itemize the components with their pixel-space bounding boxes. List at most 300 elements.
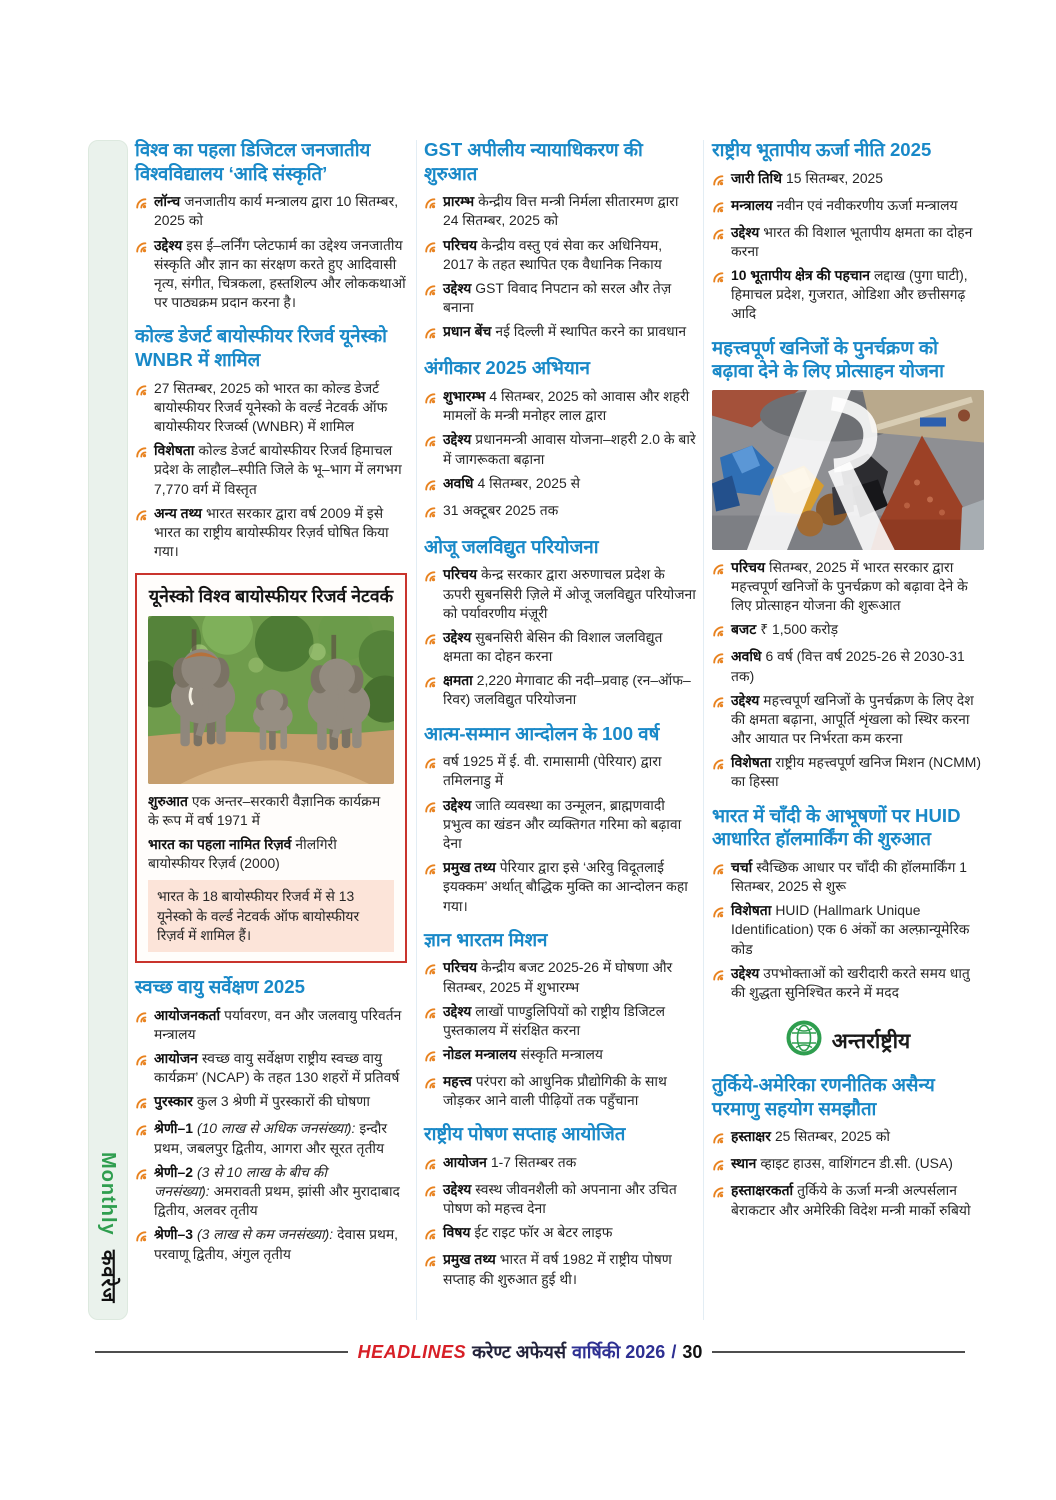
footer-brand: HEADLINES [357, 1342, 467, 1362]
bullet-item [135, 236, 407, 313]
rss-icon [712, 968, 724, 1002]
bullet-label: लॉन्च [154, 193, 181, 210]
section-heading: कोल्ड डेजर्ट बायोस्फीयर रिजर्व यूनेस्को WNBR में शामिल [135, 325, 387, 370]
rss-icon [712, 227, 724, 261]
bullet-paragraph [731, 196, 958, 218]
bullet-paragraph [443, 565, 696, 623]
bullet-label: 10 भूतापीय क्षेत्र की पहचान [731, 266, 870, 283]
bullet-list [424, 387, 696, 523]
bullet-text: स्वैच्छिक आधार पर चाँदी की हॉलमार्किंग 1 सितम्बर, 2025 से शुरू [731, 858, 968, 895]
rss-icon [424, 862, 436, 916]
bullet-item [424, 279, 696, 317]
bullet-item [135, 192, 407, 230]
bullet-label: स्थान [731, 1155, 757, 1172]
bullet-paragraph [731, 964, 984, 1002]
bullet-text: भारत सरकार द्वारा वर्ष 2009 में इसे भारत का राष्ट्रीय बायोस्फीयर रिज़र्व घोषित किया गया। [154, 504, 389, 560]
bullet-paragraph [443, 1153, 576, 1175]
bullet-label: चर्चा [731, 858, 753, 875]
bullet-item [424, 628, 696, 666]
rss-icon [424, 800, 436, 854]
rss-icon [424, 283, 436, 317]
rss-icon [424, 1254, 436, 1288]
bullet-label: जारी तिथि [731, 169, 783, 186]
rss-icon [424, 569, 436, 623]
bullet-text: राष्ट्रीय महत्त्वपूर्ण खनिज मिशन (NCMM) का हिस्सा [731, 754, 981, 790]
section-heading: स्वच्छ वायु सर्वेक्षण 2025 [135, 976, 305, 998]
bullet-label: उद्देश्य [443, 628, 472, 645]
section-heading: GST अपीलीय न्यायाधिकरण की शुरुआत [424, 139, 643, 184]
rss-icon [424, 1184, 436, 1218]
bullet-paragraph [154, 1006, 407, 1044]
bullet-paragraph [443, 752, 696, 790]
rss-icon [424, 675, 436, 709]
bullet-label: मन्त्रालय [731, 196, 773, 213]
bullet-label: श्रेणी–2 [154, 1163, 193, 1180]
bullet-text: GST विवाद निपटान को सरल और तेज़ बनाना [443, 279, 672, 316]
bullet-text: सुबनसिरी बेसिन की विशाल जलविद्युत क्षमता का दोहन करना [443, 628, 663, 665]
bullet-item [712, 1181, 984, 1219]
bullet-text: नई दिल्ली में स्थापित करने का प्रावधान [495, 323, 687, 340]
bullet-paragraph [443, 1223, 612, 1245]
column-middle [424, 138, 696, 1299]
bullet-paragraph [731, 647, 984, 685]
bullet-paragraph [443, 1045, 603, 1067]
section-heading: राष्ट्रीय पोषण सप्ताह आयोजित [424, 1123, 626, 1145]
bullet-list [712, 558, 984, 792]
bullet-item [712, 901, 984, 959]
info-box-bullet-list [148, 792, 394, 874]
bullet-paragraph [154, 1049, 407, 1087]
note-highlight: भारत के 18 बायोस्फीयर रिजर्व में से 13 यूनेस्को के वर्ल्ड नेटवर्क ऑफ बायोस्फीयर रिज़र्व में शामिल हैं। [148, 880, 394, 952]
info-box-title: यूनेस्को विश्व बायोस्फीयर रिजर्व नेटवर्क [148, 586, 394, 607]
bullet-paragraph [154, 236, 407, 313]
bullet-label: अन्य तथ्य [154, 504, 202, 521]
bullet-list [135, 1006, 407, 1264]
bullet-paragraph [148, 835, 394, 873]
bullet-item [712, 223, 984, 261]
bullet-item [712, 196, 984, 218]
section-heading: महत्त्वपूर्ण खनिजों के पुनर्चक्रण को बढ़ावा देने के लिए प्रोत्साहन योजना [712, 336, 944, 382]
bullet-text: 6 वर्ष (वित्त वर्ष 2025-26 से 2030-31 तक) [731, 648, 965, 684]
bullet-label: विशेषता [731, 754, 772, 771]
bullet-label: प्रमुख तथ्य [443, 859, 496, 876]
column-separator [416, 140, 417, 1320]
bullet-item [135, 1163, 407, 1221]
section [424, 928, 696, 1111]
footer-text [358, 1340, 703, 1364]
bullet-item [712, 1154, 984, 1176]
bullet-item [712, 558, 984, 616]
section [712, 1073, 984, 1220]
bullet-paragraph [148, 792, 394, 830]
bullet-paragraph [443, 387, 696, 425]
bullet-text: स्वच्छ वायु सर्वेक्षण राष्ट्रीय स्वच्छ वायु कार्यक्रम’ (NCAP) के तहत 130 शहरों में प्रतिवर्ष [154, 1050, 400, 1086]
bullet-paragraph [731, 691, 984, 749]
bullet-qualifier: (3 से 10 लाख के बीच की जनसंख्या): [154, 1163, 327, 1199]
bullet-paragraph [731, 169, 883, 191]
bullet-text: केन्द्र सरकार द्वारा अरुणाचल प्रदेश के ऊपरी सुबनसिरी ज़िले में ओजू जलविद्युत परियोजना को पर्यावरणीय मंज़ूरी [443, 566, 696, 621]
rss-icon [424, 1076, 436, 1110]
bullet-item [135, 441, 407, 499]
bullet-list [135, 379, 407, 562]
bullet-text: 31 अक्टूबर 2025 तक [443, 501, 559, 518]
bullet-text: देवास प्रथम, परवाणू द्वितीय, अंगुल तृतीय [154, 1226, 399, 1262]
bullet-item [424, 565, 696, 623]
bullet-label: हस्ताक्षरकर्ता [731, 1182, 794, 1199]
bullet-label: आयोजन [443, 1154, 487, 1171]
rss-icon [712, 200, 724, 218]
rss-icon [135, 1053, 147, 1087]
bullet-label: उद्देश्य [731, 964, 760, 981]
rss-icon [424, 326, 436, 344]
bullet-label: श्रेणी–1 [154, 1120, 193, 1137]
bullet-label: अवधि [443, 474, 474, 491]
column-left [135, 138, 407, 1274]
section-heading: भारत में चाँदी के आभूषणों पर HUID आधारित हॉलमार्किंग की शुरुआत [712, 804, 961, 850]
section-heading: ज्ञान भारतम मिशन [424, 928, 548, 950]
rss-icon [712, 757, 724, 791]
bullet-paragraph [443, 628, 696, 666]
bullet-text: उपभोक्ताओं को खरीदारी करते समय धातु की शुद्धता सुनिश्चित करने में मदद [731, 964, 970, 1000]
sidebar-coverage-label: कवरेज [97, 1249, 119, 1303]
bullet-item [424, 1180, 696, 1218]
rss-icon [712, 1185, 724, 1219]
bullet-item [135, 379, 407, 437]
bullet-item [712, 691, 984, 749]
bullet-item [424, 501, 696, 523]
bullet-paragraph [154, 1163, 407, 1221]
bullet-paragraph [443, 1180, 696, 1218]
bullet-label: विशेषता [154, 442, 195, 459]
rss-icon [135, 240, 147, 313]
bullet-label: पुरस्कार [154, 1093, 193, 1110]
bullet-item [135, 1006, 407, 1044]
bullet-paragraph [443, 501, 558, 523]
bullet-label: उद्देश्य [443, 1181, 472, 1198]
bullet-label: उद्देश्य [443, 1002, 472, 1019]
bullet-text: वर्ष 1925 में ई. वी. रामासामी (पेरियार) द्वारा तमिलनाडु में [443, 753, 662, 789]
rss-icon [135, 383, 147, 437]
section [424, 722, 696, 916]
bullet-item [424, 474, 696, 496]
bullet-item [424, 796, 696, 854]
bullet-label: आयोजनकर्ता [154, 1006, 221, 1023]
bullet-paragraph [154, 1092, 370, 1114]
bullet-paragraph [731, 901, 984, 959]
bullet-text: नवीन एवं नवीकरणीय ऊर्जा मन्त्रालय [776, 196, 958, 213]
bullet-item [712, 753, 984, 791]
bullet-text: लाखों पाण्डुलिपियों को राष्ट्रीय डिजिटल पुस्तकालय में संरक्षित करना [443, 1002, 666, 1038]
section-heading: अंगीकार 2025 अभियान [424, 357, 590, 379]
bullet-text: इन्दौर प्रथम, जबलपुर द्वितीय, आगरा और सूरत तृतीय [154, 1120, 388, 1156]
footer [95, 1340, 965, 1364]
bullet-label: अवधि [731, 648, 762, 665]
bullet-paragraph [443, 796, 696, 854]
rss-icon [712, 173, 724, 191]
bullet-paragraph [154, 379, 407, 437]
bullet-label: विषय [443, 1224, 471, 1241]
rss-icon [135, 1010, 147, 1044]
bullet-paragraph [443, 671, 696, 709]
bullet-text: HUID (Hallmark Unique Identification) एक 6 अंकों का अल्फ़ान्यूमेरिक कोड [731, 902, 970, 957]
rss-icon [135, 445, 147, 499]
bullet-paragraph [154, 441, 407, 499]
bullet-label: परिचय [731, 558, 766, 575]
bullet-text: 4 सितम्बर, 2025 से [477, 474, 580, 491]
bullet-item [424, 752, 696, 790]
bullet-qualifier: (10 लाख से अधिक जनसंख्या): [196, 1120, 356, 1137]
bullet-text: 4 सितम्बर, 2025 को आवास और शहरी मामलों के मन्त्री मनोहर लाल द्वारा [443, 387, 690, 424]
rss-icon [712, 651, 724, 685]
bullet-text: केन्द्रीय वस्तु एवं सेवा कर अधिनियम, 2017 के तहत स्थापित एक वैधानिक निकाय [443, 236, 663, 272]
rss-icon [424, 1006, 436, 1040]
bullet-label: आयोजन [154, 1050, 198, 1066]
bullet-paragraph [731, 1127, 890, 1149]
section [712, 138, 984, 324]
bullet-label: नोडल मन्त्रालय [443, 1046, 517, 1063]
bullet-paragraph [731, 266, 984, 324]
bullet-text: 27 सितम्बर, 2025 को भारत का कोल्ड डेजर्ट बायोस्फीयर रिजर्व यूनेस्को के वर्ल्ड नेटवर्क ऑफ बायोस्फीयर रिजर्व्स (WNBR) में शामिल [154, 379, 388, 434]
bullet-label: उद्देश्य [443, 431, 472, 448]
bullet-paragraph [443, 279, 696, 317]
bullet-list [424, 1153, 696, 1289]
column-separator [703, 140, 704, 1320]
bullet-paragraph [154, 504, 407, 562]
rss-icon [135, 1096, 147, 1114]
column-right [712, 138, 984, 1230]
bullet-list [712, 169, 984, 324]
bullet-text: स्वस्थ जीवनशैली को अपनाना और उचित पोषण को महत्त्व देना [443, 1181, 677, 1217]
rss-icon [424, 478, 436, 496]
bullet-label: क्षमता [443, 672, 473, 689]
info-box [135, 573, 407, 963]
footer-title: करेण्ट अफेयर्स [472, 1342, 567, 1362]
bullet-label: परिचय [443, 959, 478, 976]
bullet-paragraph [731, 620, 838, 642]
bullet-label: उद्देश्य [443, 796, 472, 813]
bullet-text: लद्दाख (पुगा घाटी), हिमाचल प्रदेश, गुजरात, ओडिशा और छत्तीसगढ़ आदि [731, 266, 968, 322]
bullet-qualifier: (3 लाख से कम जनसंख्या): [196, 1226, 334, 1243]
bullet-label: बजट [731, 621, 757, 638]
bullet-text: जाति व्यवस्था का उन्मूलन, ब्राह्मणवादी प्रभुत्व का खंडन और व्यक्तिगत गरिमा को बढ़ावा देना [443, 796, 682, 851]
bullet-text: कोल्ड डेजर्ट बायोस्फीयर रिजर्व हिमाचल प्रदेश के लाहौल–स्पीति जिले के भू–भाग में लगभग 7,770 वर्ग में विस्तृत [154, 442, 402, 497]
bullet-item [424, 671, 696, 709]
bullet-label: परिचय [443, 566, 478, 583]
bullet-paragraph [443, 958, 696, 996]
bullet-paragraph [443, 858, 696, 916]
bullet-list [712, 1127, 984, 1219]
rss-icon [712, 270, 724, 324]
bullet-label: शुभारम्भ [443, 387, 486, 404]
bullet-paragraph [731, 1181, 984, 1219]
bullet-item [135, 1225, 407, 1263]
rss-icon [424, 962, 436, 996]
bullet-item [712, 1127, 984, 1149]
bullet-item [712, 858, 984, 896]
section-heading: विश्व का पहला डिजिटल जनजातीय विश्वविद्यालय ‘आदि संस्कृति’ [135, 139, 371, 184]
bullet-text: तुर्किये के ऊर्जा मन्त्री अल्पर्सलान बेराकटार और अमेरिकी विदेश मन्त्री मार्को रुबियो [731, 1182, 971, 1218]
bullet-list [424, 752, 696, 916]
international-badge-label: अन्तर्राष्ट्रीय [831, 1029, 911, 1053]
bullet-label: महत्त्व [443, 1073, 472, 1090]
bullet-paragraph [731, 1154, 953, 1176]
bullet-list [424, 192, 696, 344]
rss-icon [424, 240, 436, 274]
section [135, 975, 407, 1264]
bullet-text: पर्यावरण, वन और जलवायु परिवर्तन मन्त्रालय [154, 1006, 402, 1042]
section-media [712, 390, 984, 550]
bullet-paragraph [154, 1225, 407, 1263]
section [424, 356, 696, 522]
bullet-text: जनजातीय कार्य मन्त्रालय द्वारा 10 सितम्बर, 2025 को [154, 193, 399, 229]
bullet-paragraph [154, 1119, 407, 1157]
bullet-text: परंपरा को आधुनिक प्रौद्योगिकी के साथ जोड़कर आने वाली पीढ़ियों तक पहुँचाना [443, 1073, 667, 1109]
section [135, 138, 407, 312]
international-badge [712, 1020, 984, 1061]
bullet-item [424, 1002, 696, 1040]
bullet-text: प्रधानमन्त्री आवास योजना–शहरी 2.0 के बारे में जागरूकता बढ़ाना [443, 431, 696, 467]
bullet-paragraph [731, 858, 984, 896]
rss-icon [712, 1158, 724, 1176]
rss-icon [712, 562, 724, 616]
bullet-text: अमरावती प्रथम, झांसी और मुरादाबाद द्वितीय, अलवर तृतीय [154, 1182, 400, 1219]
bullet-paragraph [443, 1002, 696, 1040]
bullet-text: एक अन्तर–सरकारी वैज्ञानिक कार्यक्रम के रूप में वर्ष 1971 में [148, 792, 381, 828]
footer-separator: / [671, 1342, 677, 1362]
bullet-item [135, 504, 407, 562]
rss-icon [712, 624, 724, 642]
bullet-item [424, 1153, 696, 1175]
rss-icon [712, 862, 724, 896]
bullet-item [424, 958, 696, 996]
footer-page-number: 30 [682, 1342, 703, 1362]
bullet-item [424, 1072, 696, 1110]
bullet-item [135, 1049, 407, 1087]
bullet-item [712, 647, 984, 685]
bullet-label: विशेषता [731, 902, 772, 919]
rss-icon [424, 632, 436, 666]
rss-icon [135, 196, 147, 230]
rss-icon [424, 1157, 436, 1175]
bullet-paragraph [731, 558, 984, 616]
footer-edition: वार्षिकी 2026 [572, 1342, 666, 1362]
section-heading: राष्ट्रीय भूतापीय ऊर्जा नीति 2025 [712, 139, 932, 160]
bullet-text: नीलगिरी बायोस्फीयर रिज़र्व (2000) [148, 836, 337, 872]
bullet-item [424, 1223, 696, 1245]
rss-icon [135, 508, 147, 562]
elephants-photo [148, 616, 394, 784]
section-heading: ओजू जलविद्युत परियोजना [424, 535, 599, 557]
bullet-text: कुल 3 श्रेणी में पुरस्कारों की घोषणा [196, 1093, 370, 1110]
rss-icon [424, 196, 436, 230]
rss-icon [712, 695, 724, 749]
bullet-label: उद्देश्य [731, 223, 760, 240]
bullet-text: ईट राइट फॉर अ बेटर लाइफ [474, 1224, 613, 1241]
bullet-text: 15 सितम्बर, 2025 [786, 169, 884, 186]
bullet-item [424, 1250, 696, 1288]
bullet-item [424, 858, 696, 916]
bullet-item [424, 236, 696, 274]
bullet-label: उद्देश्य [154, 236, 183, 253]
rss-icon [424, 391, 436, 425]
section [135, 324, 407, 561]
bullet-paragraph [443, 474, 580, 496]
rss-icon [424, 1049, 436, 1067]
bullet-item [424, 1045, 696, 1067]
bullet-label: हस्ताक्षर [731, 1128, 771, 1145]
section [712, 804, 984, 1003]
bullet-text: 1-7 सितम्बर तक [490, 1154, 577, 1171]
bullet-paragraph [443, 322, 686, 344]
bullet-label: उद्देश्य [731, 691, 760, 708]
bullet-item [135, 1092, 407, 1114]
bullet-text: महत्त्वपूर्ण खनिजों के पुनर्चक्रण के लिए देश की क्षमता बढ़ाना, आपूर्ति शृंखला को स्थिर करना और आयात पर निर्भरता कम करना [731, 691, 974, 747]
bullet-text: केन्द्रीय वित्त मन्त्री निर्मला सीतारमण द्वारा 24 सितम्बर, 2025 को [443, 193, 679, 229]
bullet-item [424, 192, 696, 230]
section [712, 336, 984, 792]
minerals-photo [712, 390, 984, 550]
bullet-text: 25 सितम्बर, 2025 को [774, 1128, 891, 1145]
box-bullet-item [148, 792, 394, 830]
bullet-label: शुरुआत [148, 792, 188, 809]
info-box-media [148, 616, 394, 784]
bullet-paragraph [731, 223, 984, 261]
section-heading: तुर्किये-अमेरिका रणनीतिक असैन्य परमाणु सहयोग समझौता [712, 1074, 935, 1119]
bullet-text: ₹ 1,500 करोड़ [760, 621, 839, 638]
bullet-item [424, 387, 696, 425]
bullet-item [424, 322, 696, 344]
bullet-list [712, 858, 984, 1002]
bullet-text: संस्कृति मन्त्रालय [520, 1046, 603, 1063]
bullet-label: प्रारम्भ [443, 193, 475, 210]
rss-icon [424, 505, 436, 523]
bullet-item [135, 1119, 407, 1157]
section-heading: आत्म-सम्मान आन्दोलन के 100 वर्ष [424, 722, 660, 744]
section [424, 1122, 696, 1288]
bullet-item [712, 266, 984, 324]
bullet-text: पेरियार द्वारा इसे ‘अरिवु विदूतलाई इयक्कम’ अर्थात् बौद्धिक मुक्ति का आन्दोलन कहा गया। [443, 859, 688, 914]
bullet-paragraph [731, 753, 984, 791]
rss-icon [712, 1131, 724, 1149]
bullet-list [424, 565, 696, 709]
bullet-list [424, 958, 696, 1110]
bullet-item [712, 169, 984, 191]
footer-rule-left [95, 1351, 348, 1353]
rss-icon [424, 756, 436, 790]
bullet-item [712, 964, 984, 1002]
bullet-paragraph [443, 192, 696, 230]
box-bullet-item [148, 835, 394, 873]
bullet-label: भारत का पहला नामित रिज़र्व [148, 836, 292, 853]
bullet-label: परिचय [443, 236, 478, 253]
bullet-paragraph [154, 192, 407, 230]
bullet-text: सितम्बर, 2025 में भारत सरकार द्वारा महत्त्वपूर्ण खनिजों के पुनर्चक्रण को बढ़ावा देने के लिए प्रोत्साहन योजना की शुरूआत [731, 558, 968, 614]
footer-rule-right [712, 1351, 965, 1353]
bullet-item [712, 620, 984, 642]
section [424, 535, 696, 710]
rss-icon [424, 1227, 436, 1245]
globe-icon [786, 1020, 822, 1061]
bullet-item [424, 430, 696, 468]
bullet-paragraph [443, 1250, 696, 1288]
bullet-label: उद्देश्य [443, 279, 472, 296]
rss-icon [712, 905, 724, 959]
bullet-text: भारत में वर्ष 1982 में राष्ट्रीय पोषण सप्ताह की शुरुआत हुई थी। [443, 1251, 672, 1287]
rss-icon [135, 1123, 147, 1157]
bullet-label: प्रमुख तथ्य [443, 1251, 496, 1268]
bullet-text: भारत की विशाल भूतापीय क्षमता का दोहन करना [731, 223, 973, 259]
bullet-paragraph [443, 1072, 696, 1110]
